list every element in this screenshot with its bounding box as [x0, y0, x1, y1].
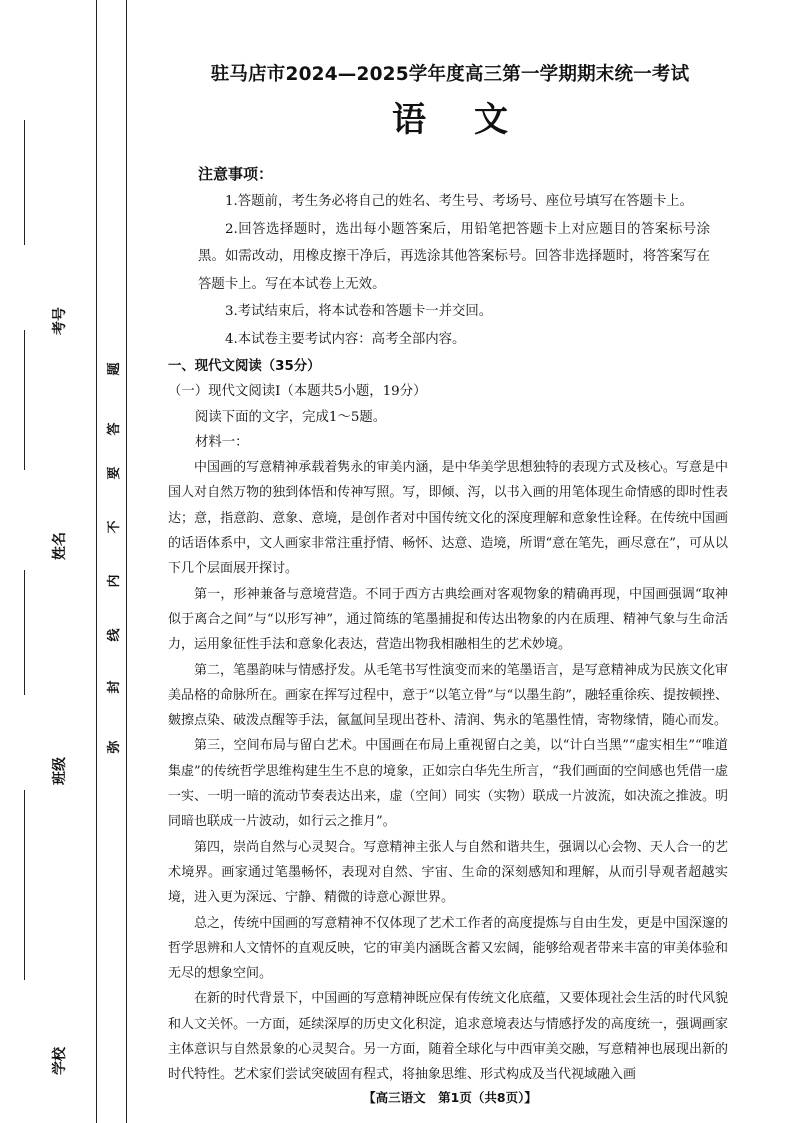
reading-section [168, 354, 728, 1088]
passage-paragraph: 第三，空间布局与留白艺术。中国画在布局上重视留白之美，以“计白当黑”“虚实相生”“唯道集虚”的传统哲学思维构建生生不息的境象，正如宗白华先生所言，“我们画面的空间感也凭借一虚一实、一明一暗的流动节奏表达出来，虚（空间）同实（实物）联成一片波流，如决流之推波。明同暗也联成一片波动，如行云之推月”。 [168, 738, 728, 830]
section-subheading: （一）现代文阅读Ⅰ（本题共5小题，19分） [168, 384, 427, 400]
seal-char: 弥 [107, 740, 122, 754]
class-label: 班级 [52, 757, 68, 785]
passage-paragraph: 第一，形神兼备与意境营造。不同于西方古典绘画对客观物象的精确再现，中国画强调“取神似于离合之间”与“以形写神”，通过简练的笔墨捕捉和传达出物象的内在质理、精神气象与生命活力，运用象征性手法和意象化表达，营造出物我相融相生的艺术妙境。 [168, 586, 728, 653]
section-instruction: 阅读下面的文字，完成1～5题。 [195, 409, 387, 425]
exam-title: 驻马店市2024—2025学年度高三第一学期期末统一考试 [210, 64, 690, 85]
passage-paragraph: 总之，传统中国画的写意精神不仅体现了艺术工作者的高度提炼与自由生发，更是中国深邃的哲学思辨和人文情怀的直观反映，它的审美内涵既含蓄又宏阔，能够给观者带来丰富的审美体验和无尽的想象空间。 [168, 915, 728, 982]
name-label: 姓名 [52, 532, 68, 560]
seal-char: 线 [107, 628, 122, 642]
seal-char: 答 [107, 422, 122, 436]
seal-char: 题 [107, 362, 122, 376]
passage-paragraph: 第二，笔墨韵味与情感抒发。从毛笔书写性演变而来的笔墨语言，是写意精神成为民族文化审美品格的命脉所在。画家在挥写过程中，意于“以笔立骨”与“以墨生韵”，融轻重徐疾、提按顿挫、皴擦点染、破泼点醒等手法，氤氲间呈现出苍朴、清润、隽永的笔墨性情，寄物缘情，随心而发。 [168, 662, 728, 729]
school-label: 学校 [52, 1047, 68, 1075]
notice-item: 3.考试结束后，将本试卷和答题卡一并交回。 [225, 304, 493, 319]
class-blank [24, 570, 25, 695]
name-field [48, 470, 108, 560]
notice-item: 2.回答选择题时，选出每小题答案后，用铅笔把答题卡上对应题目的答案标号涂黑。如需改动，用橡皮擦干净后，再选涂其他答案标号。回答非选择题时，将答案写在答题卡上。写在本试卷上无效。 [198, 221, 710, 292]
seal-char: 要 [107, 466, 122, 480]
school-field [48, 985, 108, 1075]
school-blank [24, 790, 25, 980]
exam-number-blank [24, 120, 25, 245]
seal-char: 内 [107, 574, 122, 588]
binding-margin [0, 0, 140, 1123]
class-field [48, 695, 108, 785]
passage-paragraph: 第四，崇尚自然与心灵契合。写意精神主张人与自然和谐共生，强调以心会物、天人合一的艺术境界。画家通过笔墨畅怀，表现对自然、宇宙、生命的深刻感知和理解，从而引导观者超越实境，进入更为深远、宁静、精微的诗意心源世界。 [168, 839, 728, 906]
notice-item: 4.本试卷主要考试内容：高考全部内容。 [225, 331, 466, 347]
notice-block [198, 160, 710, 353]
seal-char: 封 [107, 680, 122, 694]
exam-number-field [48, 245, 108, 335]
subject-title: 语文 [392, 100, 556, 140]
seal-char: 不 [107, 520, 122, 534]
exam-number-label: 考号 [52, 307, 68, 335]
notice-item: 1.答题前，考生务必将自己的姓名、考生号、考场号、座位号填写在答题卡上。 [225, 194, 694, 209]
material-label: 材料一： [195, 434, 249, 450]
page-footer: 【高三语文 第1页（共8页）】 [363, 1090, 537, 1105]
seal-line-inner [126, 0, 127, 1123]
seal-line-outer [96, 0, 97, 1123]
section-heading: 一、现代文阅读（35分） [168, 359, 321, 374]
passage-paragraph: 在新的时代背景下，中国画的写意精神既应保有传统文化底蕴，又要体现社会生活的时代风貌和人文关怀。一方面，延续深厚的历史文化积淀，追求意境表达与情感抒发的高度统一，强调画家主体意识与自然景象的心灵契合。另一方面，随着全球化与中西审美交融，写意精神也展现出新的时代特性。艺术家们尝试突破固有程式，将抽象思维、形式构成及当代视域融入画 [168, 991, 728, 1083]
name-blank [24, 330, 25, 470]
notice-heading: 注意事项： [198, 165, 274, 183]
passage-paragraph: 中国画的写意精神承载着隽永的审美内涵，是中华美学思想独特的表现方式及核心。写意是中国人对自然万物的独到体悟和传神写照。写，即倾、泻，以书入画的用笔体现生命情感的即时性表达；意，指意韵、意象、意境，是创作者对中国传统文化的深度理解和意象性诠释。在传统中国画的话语体系中，文人画家非常注重抒情、畅怀、达意、造境，所谓“意在笔先，画尽意在”，可从以下几个层面展开探讨。 [168, 460, 728, 577]
